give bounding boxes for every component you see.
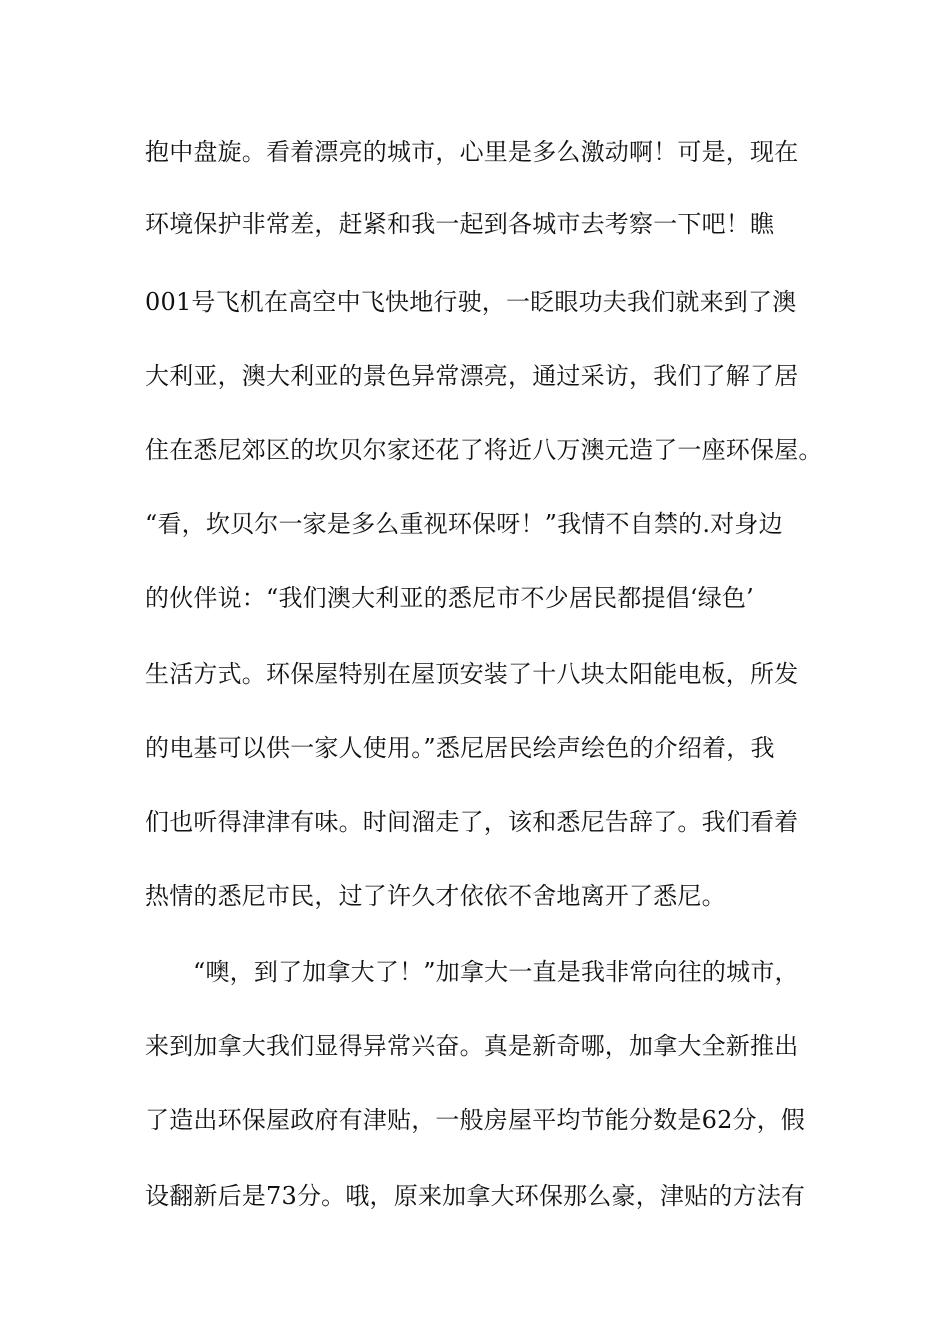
text-line: 住在悉尼郊区的坎贝尔家还花了将近八万澳元造了一座环保屋。 [145, 436, 823, 464]
text-line: 设翻新后是73分。哦，原来加拿大环保那么豪，津贴的方法有 [145, 1182, 806, 1210]
text-line: 环境保护非常差，赶紧和我一起到各城市去考察一下吧！瞧 [145, 210, 775, 238]
text-line: 热情的悉尼市民，过了许久才依依不舍地离开了悉尼。 [145, 882, 726, 910]
text-line: 来到加拿大我们显得异常兴奋。真是新奇哪，加拿大全新推出 [145, 1032, 799, 1060]
text-line: 的电基可以供一家人使用。”悉尼居民绘声绘色的介绍着，我 [145, 734, 775, 762]
text-line: 大利亚，澳大利亚的景色异常漂亮，通过采访，我们了解了居 [145, 362, 799, 390]
text-line: 001号飞机在高空中飞快地行驶，一眨眼功夫我们就来到了澳 [145, 288, 797, 316]
paragraph-start-line: “噢，到了加拿大了！”加拿大一直是我非常向往的城市， [193, 958, 799, 986]
text-line: 了造出环保屋政府有津贴，一般房屋平均节能分数是62分，假 [145, 1106, 806, 1134]
text-line: 生活方式。环保屋特别在屋顶安装了十八块太阳能电板，所发 [145, 660, 799, 688]
text-line: 的伙伴说：“我们澳大利亚的悉尼市不少居民都提倡‘绿色’ [145, 584, 754, 612]
text-line: 们也听得津津有味。时间溜走了，该和悉尼告辞了。我们看着 [145, 808, 799, 836]
text-line: 抱中盘旋。看着漂亮的城市，心里是多么激动啊！可是，现在 [145, 138, 799, 166]
text-line: “看，坎贝尔一家是多么重视环保呀！”我情不自禁的.对身边 [145, 510, 783, 538]
